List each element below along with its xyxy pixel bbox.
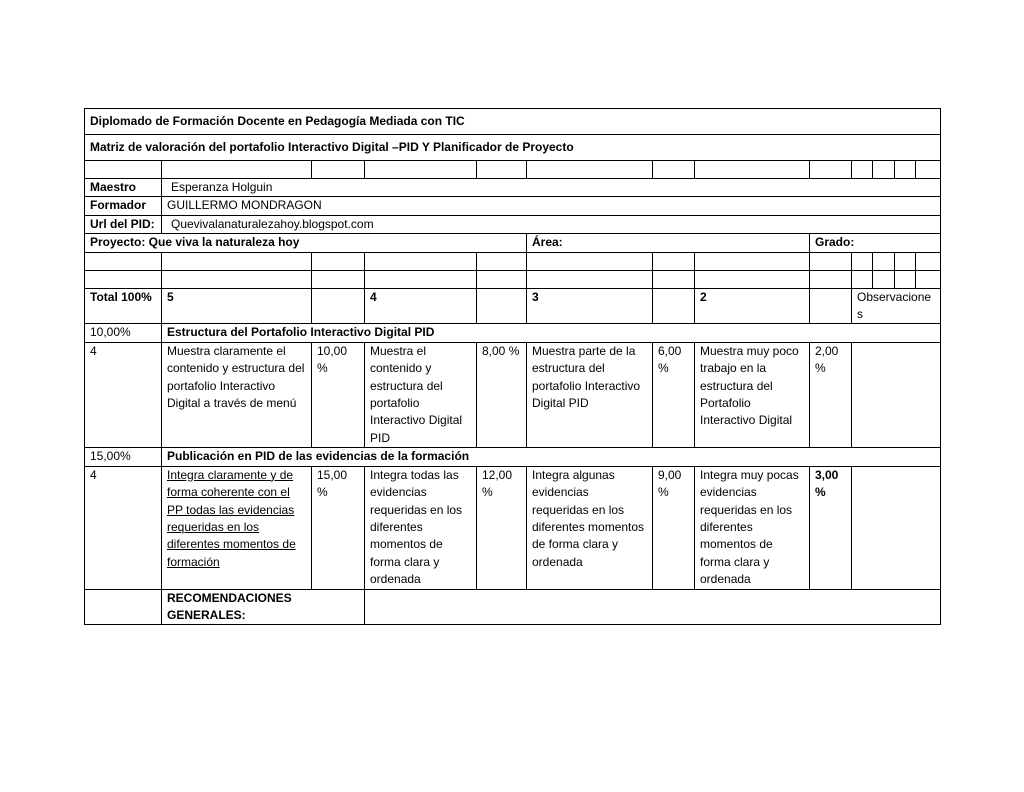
row-maestro [85,179,941,197]
formador-label: Formador [85,197,162,215]
header-row-matriz [85,135,941,161]
criterion-1-level-4-desc: Muestra el contenido y estructura del portafolio Interactivo Digital PID [365,342,477,447]
criterion-2-level-4-pct: 12,00 % [477,466,527,589]
grado-label: Grado: [810,234,941,252]
criterion-2-level-5-desc: Integra claramente y de forma coherente con el PP todas las evidencias requeridas en los diferentes momentos de formación [162,466,312,589]
row-scale [85,288,941,324]
criterion-2-score: 4 [85,466,162,589]
criterion-1-observaciones [852,342,941,447]
criterion-1-level-2-desc: Muestra muy poco trabajo en la estructura del Portafolio Interactivo Digital [695,342,810,447]
criterion-1-level-5-desc: Muestra claramente el contenido y estructura del portafolio Interactivo Digital a través de menú [162,342,312,447]
criterion-2-level-5-pct: 15,00 % [312,466,365,589]
criterion-2-level-4-desc: Integra todas las evidencias requeridas en los diferentes momentos de forma clara y ordenada [365,466,477,589]
criterion-1-score: 4 [85,342,162,447]
criterion-2-title: Publicación en PID de las evidencias de la formación [162,448,941,466]
url-label: Url del PID: [85,215,162,233]
criterion-1-title-row [85,324,941,342]
criterion-2-title-row [85,448,941,466]
level-4-label: 4 [365,288,477,324]
criterion-2-observaciones [852,466,941,589]
spacer-row [85,161,941,179]
criterion-2-weight: 15,00% [85,448,162,466]
observaciones-label: Observaciones [852,288,941,324]
proyecto-label: Proyecto: Que viva la naturaleza hoy [85,234,527,252]
criterion-1-title: Estructura del Portafolio Interactivo Digital PID [162,324,941,342]
level-5-label: 5 [162,288,312,324]
maestro-value: Esperanza Holguin [162,179,941,197]
url-value: Quevivalanaturalezahoy.blogspot.com [162,215,941,233]
diplomado-title: Diplomado de Formación Docente en Pedagogía Mediada con TIC [85,109,941,135]
assessment-matrix-table [84,108,941,625]
criterion-1-levels-row [85,342,941,447]
criterion-2-levels-row [85,466,941,589]
criterion-2-level-2-pct: 3,00 % [810,466,852,589]
criterion-2-level-2-desc: Integra muy pocas evidencias requeridas en los diferentes momentos de forma clara y ordenada [695,466,810,589]
criterion-1-level-4-pct: 8,00 % [477,342,527,447]
criterion-2-level-3-desc: Integra algunas evidencias requeridas en los diferentes momentos de forma clara y ordenada [527,466,653,589]
recomendaciones-label: RECOMENDACIONES GENERALES: [162,589,365,625]
row-url [85,215,941,233]
row-recomendaciones [85,589,941,625]
criterion-1-weight: 10,00% [85,324,162,342]
row-formador [85,197,941,215]
criterion-2-level-3-pct: 9,00 % [653,466,695,589]
criterion-1-level-3-pct: 6,00 % [653,342,695,447]
header-row-diplomado [85,109,941,135]
area-label: Área: [527,234,810,252]
total-label: Total 100% [85,288,162,324]
row-proyecto [85,234,941,252]
matriz-title: Matriz de valoración del portafolio Interactivo Digital –PID Y Planificador de Proyecto [85,135,941,161]
maestro-label: Maestro [85,179,162,197]
criterion-1-level-2-pct: 2,00 % [810,342,852,447]
criterion-1-level-5-pct: 10,00 % [312,342,365,447]
level-2-label: 2 [695,288,810,324]
spacer-row [85,252,941,270]
formador-value: GUILLERMO MONDRAGON [162,197,941,215]
level-3-label: 3 [527,288,653,324]
recomendaciones-value [365,589,941,625]
criterion-1-level-3-desc: Muestra parte de la estructura del portafolio Interactivo Digital PID [527,342,653,447]
spacer-row [85,270,941,288]
